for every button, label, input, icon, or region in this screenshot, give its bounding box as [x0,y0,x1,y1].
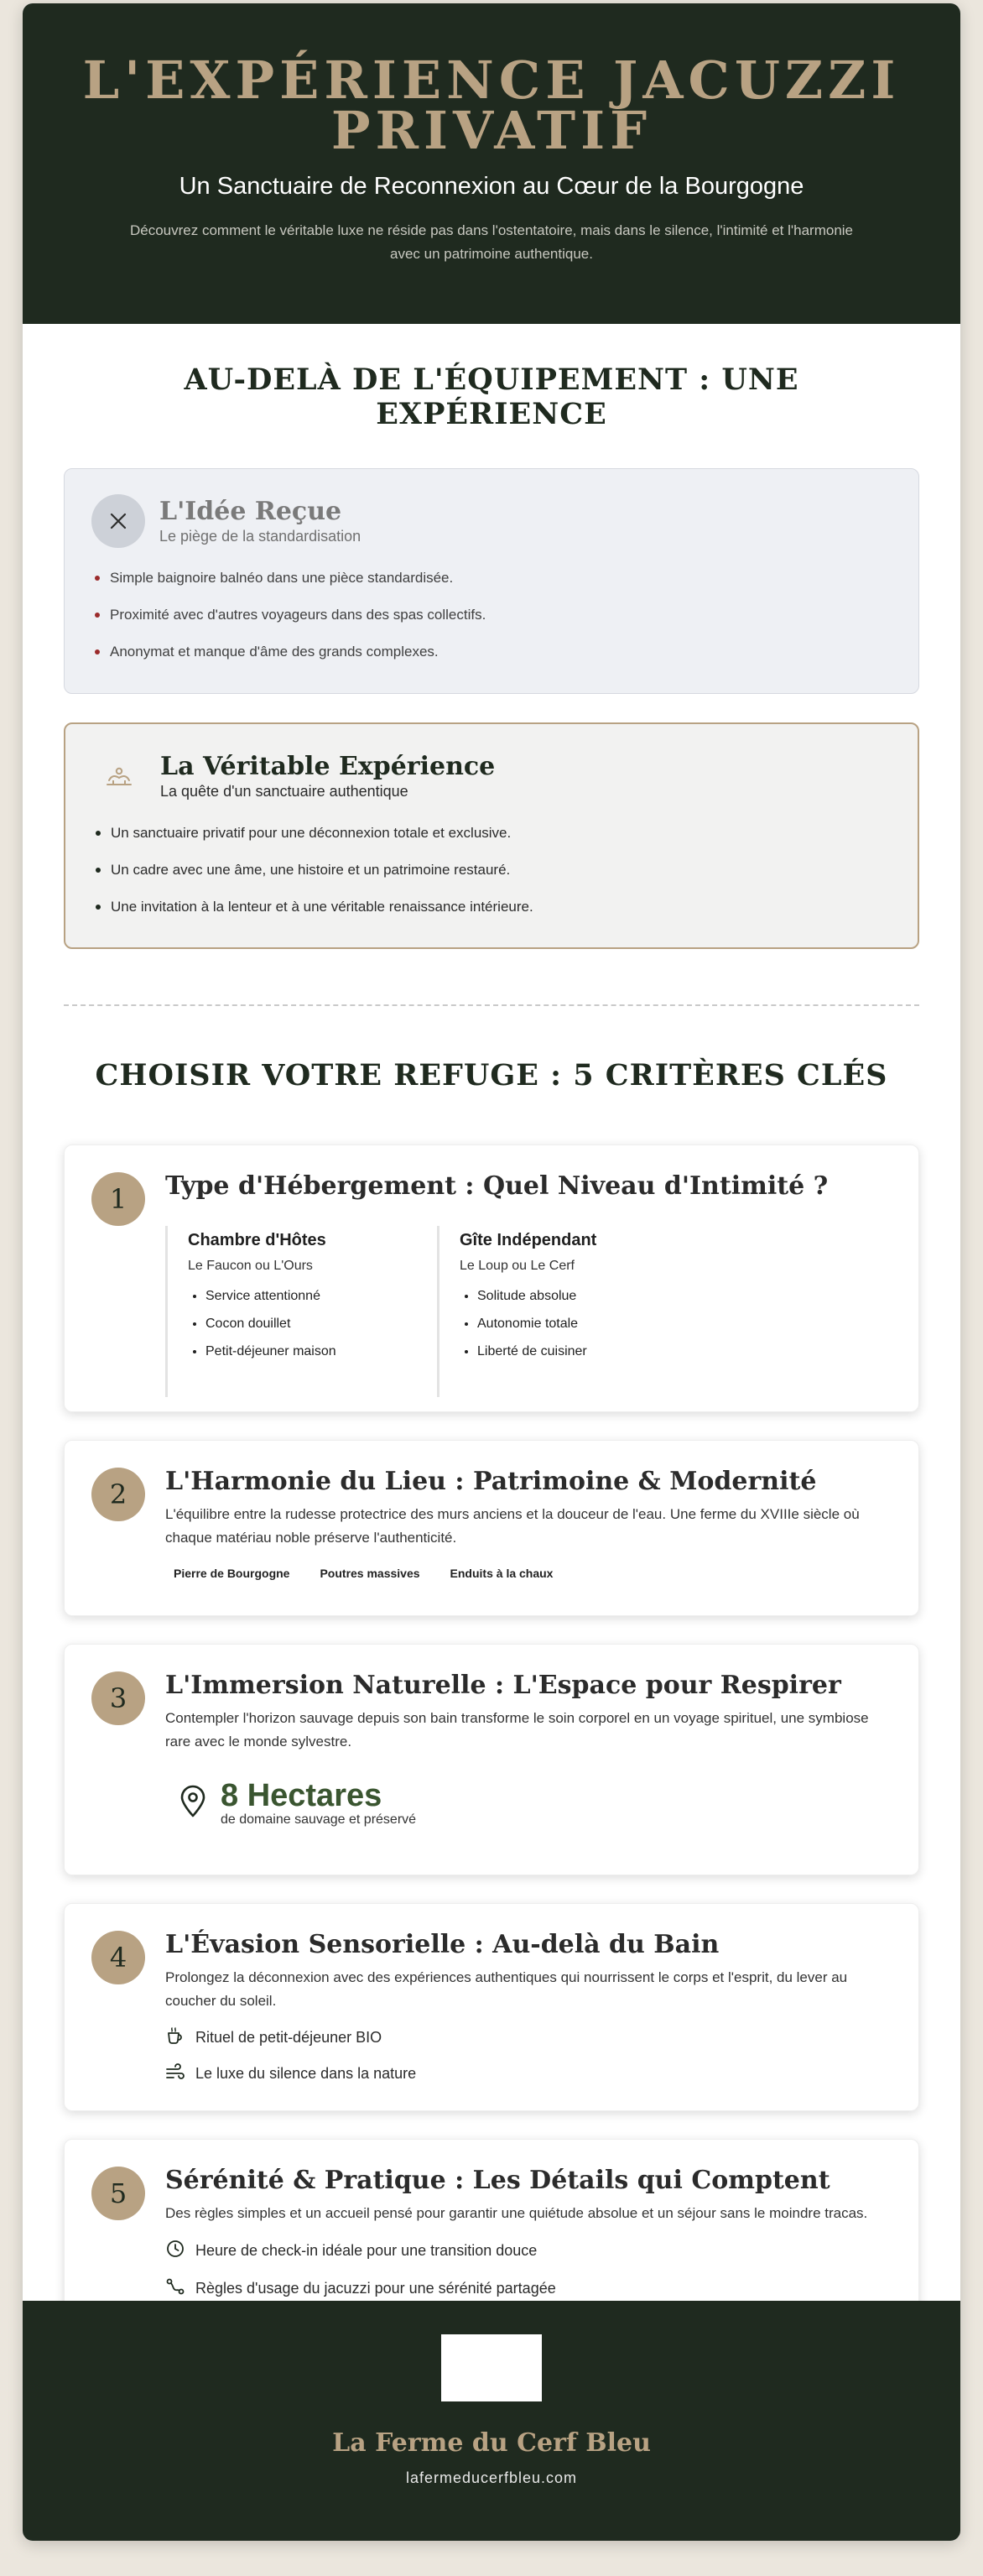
list-item: Une invitation à la lenteur et à une véritable renaissance intérieure. [94,899,891,915]
feature-checkin [165,2239,893,2263]
hero-header [23,3,960,324]
myth-box [64,468,919,694]
feature-label: Le luxe du silence dans la nature [195,2065,417,2082]
stat-label: de domaine sauvage et préservé [221,1812,417,1827]
type-name: Chambre d'Hôtes [188,1231,326,1249]
section-title-experience: AU-DELÀ DE L'ÉQUIPEMENT : UNE EXPÉRIENCE [184,362,799,431]
list-item: • Solitude absolue [477,1289,707,1304]
list-item: Proximité avec d'autres voyageurs dans des spas collectifs. [93,607,892,623]
wind-icon [165,2062,195,2085]
list-item: Un cadre avec une âme, une histoire et un patrimoine restauré. [94,862,891,879]
feature-label: Rituel de petit-déjeuner BIO [195,2029,382,2046]
criterion-title: L'Immersion Naturelle : L'Espace pour Respirer [165,1671,841,1700]
type-name: Gîte Indépendant [460,1231,597,1249]
list-item: • Service attentionné [205,1289,435,1304]
clock-icon [165,2239,195,2263]
feature-breakfast [165,2026,893,2049]
route-icon [165,2276,195,2301]
spa-icon [92,749,146,803]
truth-subtitle: La quête d'un sanctuaire authentique [160,783,408,800]
criterion-number: 1 [91,1172,145,1226]
criterion-title: L'Évasion Sensorielle : Au-delà du Bain [165,1930,720,1959]
accommodation-types [165,1226,893,1397]
truth-list [94,825,891,915]
criterion-title: L'Harmonie du Lieu : Patrimoine & Modernité [165,1467,817,1496]
myth-title: L'Idée Reçue [159,497,342,526]
truth-title: La Véritable Expérience [160,752,496,781]
map-pin-icon [179,1785,207,1822]
list-item: • Liberté de cuisiner [477,1344,707,1359]
footer-url[interactable]: lafermeducerfbleu.com [405,2469,578,2486]
criterion-number: 3 [91,1671,145,1725]
criterion-title: Type d'Hébergement : Quel Niveau d'Intimité ? [165,1171,829,1201]
material-tags [174,1567,893,1580]
criterion-card-5 [64,2139,919,2323]
list-item: Un sanctuaire privatif pour une déconnexion totale et exclusive. [94,825,891,842]
criterion-title: Sérénité & Pratique : Les Détails qui Comptent [165,2166,830,2195]
footer [23,2301,960,2541]
feature-silence [165,2062,893,2085]
tag: Poutres massives [320,1567,420,1580]
criterion-description: Des règles simples et un accueil pensé pour garantir une quiétude absolue et un séjour sans le moindre tracas. [165,2205,868,2221]
list-item: • Petit-déjeuner maison [205,1344,435,1359]
logo-placeholder [441,2334,542,2401]
feature-label: Règles d'usage du jacuzzi pour une sérénité partagée [195,2280,556,2297]
page-subtitle: Un Sanctuaire de Reconnexion au Cœur de la Bourgogne [179,173,804,200]
list-item: Anonymat et manque d'âme des grands complexes. [93,644,892,660]
coffee-icon [165,2026,195,2049]
criterion-description: Prolongez la déconnexion avec des expériences authentiques qui nourrissent le corps et l'esprit, du lever au coucher du soleil. [165,1969,848,2009]
tag: Enduits à la chaux [450,1567,554,1580]
list-item: • Cocon douillet [205,1317,435,1332]
myth-list [93,570,892,660]
feature-label: Heure de check-in idéale pour une transition douce [195,2242,538,2259]
close-icon [91,494,145,548]
tag: Pierre de Bourgogne [174,1567,290,1580]
page-intro: Découvrez comment le véritable luxe ne réside pas dans l'ostentatoire, mais dans le silence, l'intimité et l'harmonie avec un patrimoine authentique. [129,222,854,262]
feature-rules [165,2276,893,2301]
type-gite-independant [437,1226,707,1397]
criterion-card-4 [64,1903,919,2111]
criterion-number: 4 [91,1931,145,1984]
myth-subtitle: Le piège de la standardisation [159,528,361,545]
criterion-card-2 [64,1440,919,1616]
truth-box [64,722,919,949]
stat-value: 8 Hectares [221,1778,382,1813]
list-item: • Autonomie totale [477,1317,707,1332]
list-item: Simple baignoire balnéo dans une pièce standardisée. [93,570,892,587]
main-content [23,362,960,2323]
criterion-number: 5 [91,2167,145,2220]
criterion-number: 2 [91,1468,145,1521]
type-chambre-hotes [165,1226,435,1397]
criterion-card-3 [64,1644,919,1875]
section-divider [64,1004,919,1006]
page-title: L'EXPÉRIENCE JACUZZI PRIVATIF [82,50,901,161]
section-title-criteria: CHOISIR VOTRE REFUGE : 5 CRITÈRES CLÉS [95,1058,888,1092]
criterion-description: L'équilibre entre la rudesse protectrice des murs anciens et la douceur de l'eau. Une ferme du XVIIIe siècle où chaque matériau noble préserve l'authenticité. [165,1506,860,1546]
area-stat [179,1779,893,1828]
criterion-card-1 [64,1145,919,1412]
type-example: Le Faucon ou L'Ours [188,1259,313,1273]
footer-brand: La Ferme du Cerf Bleu [332,2428,651,2458]
type-example: Le Loup ou Le Cerf [460,1259,575,1273]
page [23,3,960,2541]
criterion-description: Contempler l'horizon sauvage depuis son bain transforme le soin corporel en un voyage spirituel, une symbiose rare avec le monde sylvestre. [165,1710,869,1749]
